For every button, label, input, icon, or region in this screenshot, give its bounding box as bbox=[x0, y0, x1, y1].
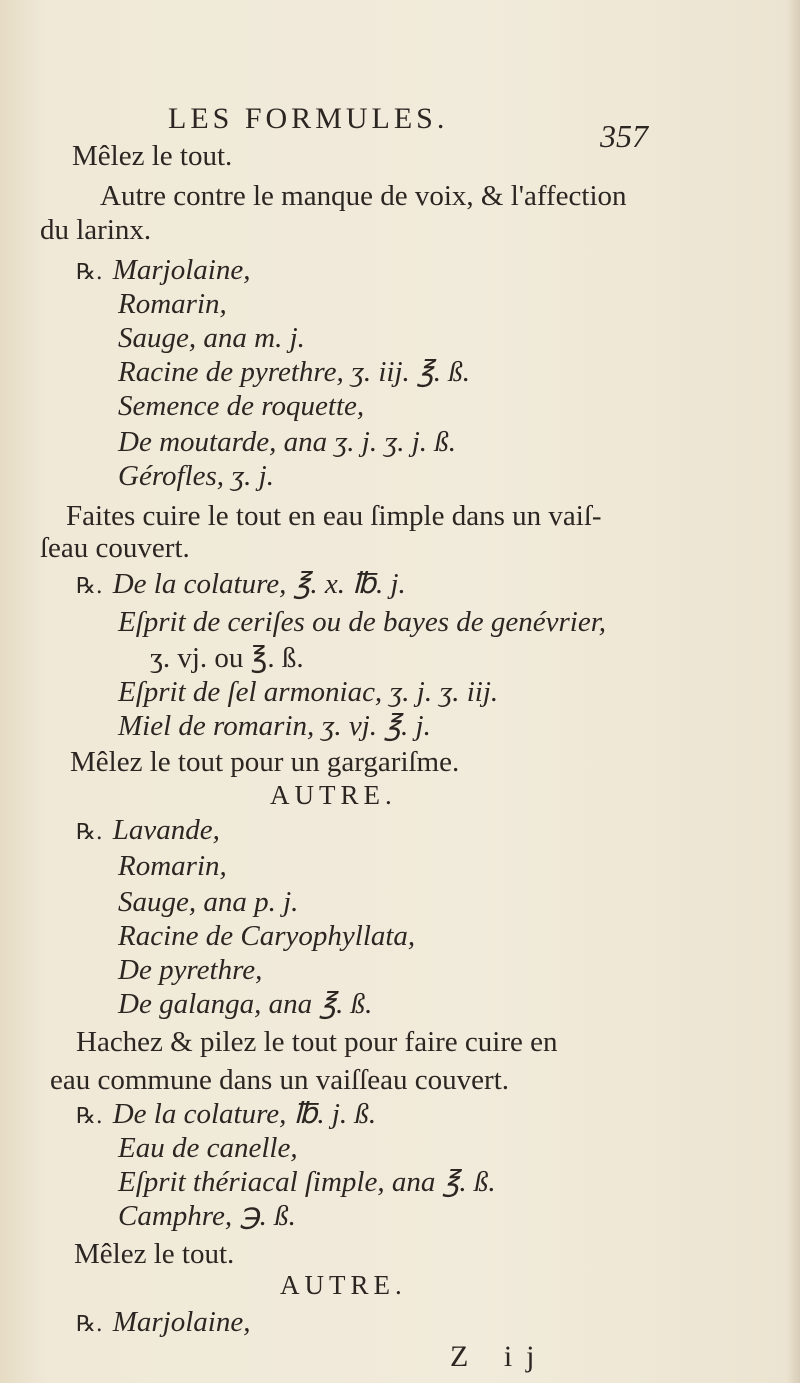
ingredient: Semence de roquette, bbox=[118, 390, 365, 422]
text-line: Hachez & pilez le tout pour faire cuire en bbox=[76, 1026, 558, 1058]
ingredient: Racine de pyrethre, ʒ. iij. ℥. ß. bbox=[118, 356, 471, 388]
ingredient: Camphre, ℈. ß. bbox=[118, 1200, 296, 1232]
ingredient: ʒ. vj. ou ℥. ß. bbox=[150, 642, 304, 674]
recipe-line bbox=[76, 1304, 250, 1343]
ingredient: Eſprit de ſel armoniac, ʒ. j. ʒ. iij. bbox=[118, 676, 499, 708]
recipe-line bbox=[76, 566, 406, 605]
text-line: ſeau couvert. bbox=[40, 532, 190, 564]
recipe-symbol: ℞. bbox=[76, 574, 103, 599]
ingredient: Racine de Caryophyllata, bbox=[118, 920, 416, 952]
ingredient: Marjolaine, bbox=[112, 1306, 251, 1338]
ingredient: De la colature, ℥. x. ℔. j. bbox=[112, 568, 406, 600]
ingredient: De pyrethre, bbox=[118, 954, 263, 986]
ingredient: Sauge, ana p. j. bbox=[118, 886, 299, 918]
signature-mark: Z ij bbox=[450, 1340, 549, 1373]
ingredient: Gérofles, ʒ. j. bbox=[118, 460, 274, 492]
recipe-line bbox=[76, 812, 220, 851]
recipe-symbol: ℞. bbox=[76, 1104, 103, 1129]
ingredient: De galanga, ana ℥. ß. bbox=[118, 988, 373, 1020]
ingredient: Romarin, bbox=[118, 288, 227, 320]
ingredient: Eſprit de ceriſes ou de bayes de genévrier, bbox=[118, 606, 607, 638]
running-header: LES FORMULES. bbox=[168, 102, 449, 135]
recipe-symbol: ℞. bbox=[76, 1312, 103, 1337]
ingredient: Eau de canelle, bbox=[118, 1132, 298, 1164]
text-line: Autre contre le manque de voix, & l'affection bbox=[100, 180, 627, 212]
page-edge-shadow bbox=[786, 0, 800, 1383]
section-heading: AUTRE. bbox=[270, 780, 397, 810]
page-number: 357 bbox=[600, 118, 648, 154]
ingredient: Lavande, bbox=[112, 814, 220, 846]
text-line: eau commune dans un vaiſſeau couvert. bbox=[50, 1064, 510, 1096]
ingredient: Sauge, ana m. j. bbox=[118, 322, 305, 354]
recipe-symbol: ℞. bbox=[76, 820, 103, 845]
ingredient: Eſprit thériacal ſimple, ana ℥. ß. bbox=[118, 1166, 496, 1198]
text-line: Mêlez le tout. bbox=[74, 1238, 235, 1270]
ingredient: De moutarde, ana ʒ. j. ʒ. j. ß. bbox=[118, 426, 457, 458]
text-line: Mêlez le tout pour un gargariſme. bbox=[70, 746, 460, 778]
text-line: Faites cuire le tout en eau ſimple dans un vaiſ- bbox=[66, 500, 602, 532]
section-heading: AUTRE. bbox=[280, 1270, 407, 1300]
ingredient: De la colature, ℔. j. ß. bbox=[112, 1098, 377, 1130]
recipe-symbol: ℞. bbox=[76, 260, 103, 285]
ingredient: Marjolaine, bbox=[112, 254, 251, 286]
ingredient: Romarin, bbox=[118, 850, 227, 882]
text-line: Mêlez le tout. bbox=[72, 140, 233, 172]
text-line: du larinx. bbox=[40, 214, 152, 246]
ingredient: Miel de romarin, ʒ. vj. ℥. j. bbox=[118, 710, 431, 742]
